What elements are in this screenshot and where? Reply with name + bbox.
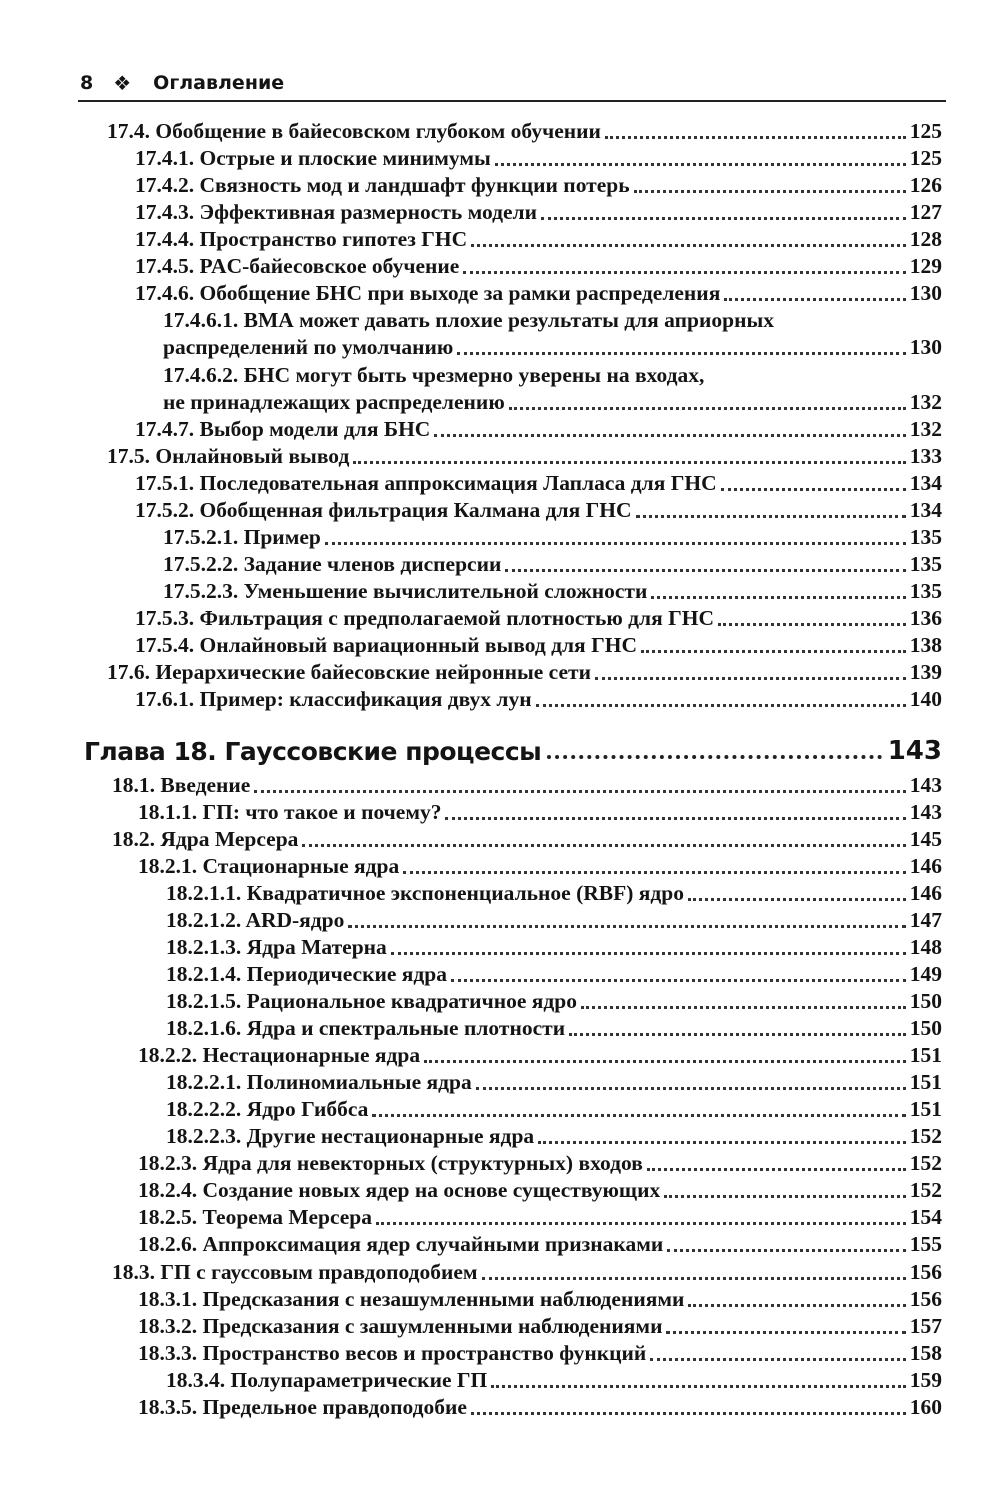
toc-entry-title: 17.4.3. Эффективная размерность модели [135, 200, 538, 224]
toc-entry-page: 150 [909, 989, 942, 1013]
toc-entry-page: 134 [909, 498, 942, 522]
toc-entry[interactable] [138, 1150, 942, 1177]
toc-entry[interactable] [135, 226, 942, 253]
toc-entry-title: 18.2.2.3. Другие нестационарные ядра [166, 1124, 535, 1148]
dot-leader [445, 817, 905, 820]
dot-leader [651, 596, 905, 599]
toc-entry-title: 17.4.2. Связность мод и ландшафт функции потерь [135, 173, 630, 197]
dot-leader [471, 244, 906, 247]
dot-leader [505, 569, 905, 572]
toc-entry-title: 18.2.1. Стационарные ядра [138, 854, 400, 878]
toc-entry[interactable] [135, 416, 942, 443]
toc-entry-title: 18.1. Введение [112, 773, 251, 797]
toc-entry-page: 149 [909, 962, 942, 986]
toc-entry-page: 135 [909, 579, 942, 603]
toc-entry[interactable] [163, 551, 942, 578]
running-header [78, 66, 946, 102]
dot-leader [372, 1114, 905, 1117]
toc-entry-page: 129 [909, 254, 942, 278]
toc-entry-page: 152 [909, 1124, 942, 1148]
dot-leader [391, 952, 906, 955]
page-number: 8 [80, 72, 94, 94]
toc-entry-page: 148 [909, 935, 942, 959]
toc-entry-page: 135 [909, 552, 942, 576]
toc-entry[interactable] [138, 1042, 942, 1069]
toc-entry-first-line: 17.4.6.2. БНС могут быть чрезмерно уверены на входах, [163, 363, 705, 387]
dot-leader [476, 1087, 906, 1090]
toc-entry-title: 18.3.4. Полупараметрические ГП [166, 1368, 488, 1392]
toc-entry-title: 17.4.7. Выбор модели для БНС [135, 417, 431, 441]
dot-leader [595, 677, 906, 680]
dot-leader [547, 755, 881, 759]
toc-entry[interactable] [112, 1259, 942, 1286]
dot-leader [348, 925, 905, 928]
toc-entry[interactable] [163, 578, 942, 605]
dot-leader [605, 136, 906, 139]
toc-entry-page: 127 [909, 200, 942, 224]
dot-leader [666, 1331, 905, 1334]
toc-entry[interactable] [166, 1069, 942, 1096]
toc-entry-first-line: 17.4.6.1. ВМА может давать плохие результаты для априорных [163, 308, 775, 332]
dot-leader [482, 1277, 906, 1280]
toc-entry-title: 18.2.1.6. Ядра и спектральные плотности [166, 1016, 566, 1040]
toc-entry-page: 151 [909, 1097, 942, 1121]
toc-entry-title: 18.3.1. Предсказания с незашумленными наблюдениями [138, 1287, 685, 1311]
toc-entry-title: 18.2.1.5. Рациональное квадратичное ядро [166, 989, 577, 1013]
toc-entry[interactable] [166, 988, 942, 1015]
dot-leader [724, 298, 905, 301]
toc-entry[interactable] [135, 605, 942, 632]
toc-entry-title: 17.4.5. PAC-байесовское обучение [135, 254, 460, 278]
toc-entry-title: 18.1.1. ГП: что такое и почему? [138, 800, 442, 824]
toc-entry-title: не принадлежащих распределению [163, 390, 505, 414]
dot-leader [664, 1195, 906, 1198]
toc-entry-page: 136 [909, 606, 942, 630]
toc-entry-page: 146 [909, 854, 942, 878]
toc-entry[interactable] [166, 961, 942, 988]
toc-entry-title: 17.4.4. Пространство гипотез ГНС [135, 227, 468, 251]
toc-entry-title: 18.2.3. Ядра для невекторных (структурных) входов [138, 1151, 643, 1175]
toc-entry-title: 17.6. Иерархические байесовские нейронные сети [107, 660, 591, 684]
toc-entry[interactable] [166, 1123, 942, 1150]
dot-leader [463, 271, 905, 274]
toc-entry[interactable] [107, 118, 942, 145]
toc-entry[interactable] [138, 799, 942, 826]
toc-entry-page: 151 [909, 1070, 942, 1094]
toc-entry[interactable] [135, 280, 942, 307]
toc-entry-title: 18.2.1.2. ARD-ядро [166, 908, 345, 932]
dot-leader [581, 1006, 906, 1009]
dot-leader [536, 704, 906, 707]
toc-entry[interactable] [166, 934, 942, 961]
toc-entry-page: 152 [909, 1178, 942, 1202]
toc-entry-title: 17.5.2.3. Уменьшение вычислительной сложности [163, 579, 648, 603]
toc-entry-page: 132 [909, 417, 942, 441]
toc-entry-page: 160 [909, 1395, 942, 1419]
dot-leader [718, 623, 906, 626]
toc-entry-title: 17.4. Обобщение в байесовском глубоком обучении [107, 119, 601, 143]
toc-entry[interactable] [135, 632, 942, 659]
toc-entry-page: 125 [909, 146, 942, 170]
dot-leader [647, 1168, 906, 1171]
toc-entry-page: 157 [909, 1314, 942, 1338]
toc-entry-title: 17.4.6. Обобщение БНС при выходе за рамки распределения [135, 281, 721, 305]
dot-leader [302, 844, 905, 847]
toc-entry-page: 128 [909, 227, 942, 251]
toc-entry-title: 17.5.2. Обобщенная фильтрация Калмана для ГНС [135, 498, 632, 522]
toc-entry-page: 138 [909, 633, 942, 657]
toc-entry[interactable] [135, 686, 942, 713]
dot-leader [634, 190, 906, 193]
dot-leader [495, 163, 906, 166]
toc-entry[interactable] [166, 1096, 942, 1123]
dot-leader [434, 434, 905, 437]
dot-leader [667, 1249, 905, 1252]
dot-leader [541, 217, 906, 220]
chapter-page: 143 [887, 736, 942, 766]
toc-entry[interactable] [166, 880, 942, 907]
toc-entry[interactable] [163, 524, 942, 551]
dot-leader [403, 871, 906, 874]
toc-entry-title: 17.6.1. Пример: классификация двух лун [135, 687, 532, 711]
toc-entry[interactable] [163, 334, 942, 361]
toc-entry-title: 18.2. Ядра Мерсера [112, 827, 299, 851]
toc-entry-page: 147 [909, 908, 942, 932]
dot-leader [569, 1033, 906, 1036]
toc-entry[interactable] [135, 470, 942, 497]
dot-leader [457, 352, 905, 355]
toc-entry[interactable] [135, 145, 942, 172]
toc-entry-page: 159 [909, 1368, 942, 1392]
toc-entry-title: 18.2.1.3. Ядра Матерна [166, 935, 387, 959]
toc-entry-page: 130 [909, 335, 942, 359]
toc-entry[interactable] [138, 853, 942, 880]
toc-entry[interactable] [107, 443, 942, 470]
dot-leader [688, 898, 906, 901]
toc-chapter-heading[interactable] [84, 732, 942, 766]
dot-leader [509, 407, 906, 410]
chapter-title: Глава 18. Гауссовские процессы [84, 737, 542, 766]
ornament-icon: ❖ [113, 71, 132, 95]
toc-entry-title: 18.2.1.4. Периодические ядра [166, 962, 448, 986]
toc-entry-title: 17.5.3. Фильтрация с предполагаемой плотностью для ГНС [135, 606, 715, 630]
toc-entry-page: 140 [909, 687, 942, 711]
toc-entry[interactable] [107, 659, 942, 686]
toc-entry-page: 151 [909, 1043, 942, 1067]
toc-entry-title: 17.5.1. Последовательная аппроксимация Лапласа для ГНС [135, 471, 717, 495]
toc-entry-page: 133 [909, 444, 942, 468]
toc-entry-title: 18.2.1.1. Квадратичное экспоненциальное (RBF) ядро [166, 881, 684, 905]
toc-entry-title: 18.3.3. Пространство весов и пространство функций [138, 1341, 647, 1365]
toc-entry[interactable] [138, 1286, 942, 1313]
toc-entry-page: 130 [909, 281, 942, 305]
toc-entry-title: 17.5.2.2. Задание членов дисперсии [163, 552, 502, 576]
toc-entry[interactable] [163, 389, 942, 416]
toc-entry-page: 125 [909, 119, 942, 143]
toc-entry-title: 18.2.5. Теорема Мерсера [138, 1205, 373, 1229]
toc-entry-page: 158 [909, 1341, 942, 1365]
toc-entry[interactable] [112, 772, 942, 799]
toc-entry[interactable] [138, 1313, 942, 1340]
toc-entry[interactable] [138, 1340, 942, 1367]
toc-entry-page: 155 [909, 1232, 942, 1256]
dot-leader [424, 1060, 906, 1063]
dot-leader [471, 1412, 906, 1415]
toc-entry-title: 17.4.1. Острые и плоские минимумы [135, 146, 491, 170]
dot-leader [376, 1222, 906, 1225]
toc-entry-page: 139 [909, 660, 942, 684]
toc-entry-title: распределений по умолчанию [163, 335, 454, 359]
dot-leader [688, 1304, 905, 1307]
dot-leader [538, 1141, 906, 1144]
header-title: Оглавление [153, 72, 285, 94]
toc-entry-page: 146 [909, 881, 942, 905]
toc-entry-page: 143 [909, 773, 942, 797]
toc-entry-page: 152 [909, 1151, 942, 1175]
toc-entry[interactable] [135, 172, 942, 199]
toc-entry-title: 18.3.5. Предельное правдоподобие [138, 1395, 467, 1419]
toc-entry[interactable] [135, 497, 942, 524]
dot-leader [254, 790, 905, 793]
toc-entry-title: 18.2.2. Нестационарные ядра [138, 1043, 421, 1067]
dot-leader [491, 1385, 905, 1388]
toc-entry-page: 132 [909, 390, 942, 414]
toc-entry-title: 18.3.2. Предсказания с зашумленными наблюдениями [138, 1314, 663, 1338]
dot-leader [721, 488, 906, 491]
toc-entry[interactable] [135, 199, 942, 226]
toc-entry-page: 150 [909, 1016, 942, 1040]
toc-entry-page: 134 [909, 471, 942, 495]
toc-entry[interactable] [138, 1204, 942, 1231]
toc-entry-page: 156 [909, 1287, 942, 1311]
toc-entry-title: 18.3. ГП с гауссовым правдоподобием [112, 1260, 478, 1284]
toc-entry-page: 154 [909, 1205, 942, 1229]
dot-leader [641, 650, 906, 653]
toc-entry[interactable] [166, 1015, 942, 1042]
toc-entry-title: 18.2.2.1. Полиномиальные ядра [166, 1070, 472, 1094]
toc-entry-page: 135 [909, 525, 942, 549]
dot-leader [650, 1358, 905, 1361]
toc-entry[interactable] [135, 253, 942, 280]
toc-entry-title: 17.5.2.1. Пример [163, 525, 321, 549]
dot-leader [451, 979, 906, 982]
toc-entry[interactable] [138, 1231, 942, 1258]
toc-entry[interactable] [138, 1394, 942, 1421]
toc-entry[interactable] [166, 1367, 942, 1394]
toc-entry-page: 126 [909, 173, 942, 197]
toc-entry-title: 17.5.4. Онлайновый вариационный вывод для ГНС [135, 633, 637, 657]
toc-entry-title: 17.5. Онлайновый вывод [107, 444, 350, 468]
dot-leader [353, 461, 905, 464]
toc-entry-page: 143 [909, 800, 942, 824]
toc-entry-title: 18.2.6. Аппроксимация ядер случайными признаками [138, 1232, 664, 1256]
toc-entry-page: 145 [909, 827, 942, 851]
toc-entry[interactable] [112, 826, 942, 853]
toc-entry[interactable] [166, 907, 942, 934]
dot-leader [325, 542, 906, 545]
toc-entry-title: 18.2.4. Создание новых ядер на основе существующих [138, 1178, 661, 1202]
dot-leader [636, 515, 906, 518]
toc-entry[interactable] [138, 1177, 942, 1204]
toc-entry-title: 18.2.2.2. Ядро Гиббса [166, 1097, 369, 1121]
toc-entry-page: 156 [909, 1260, 942, 1284]
